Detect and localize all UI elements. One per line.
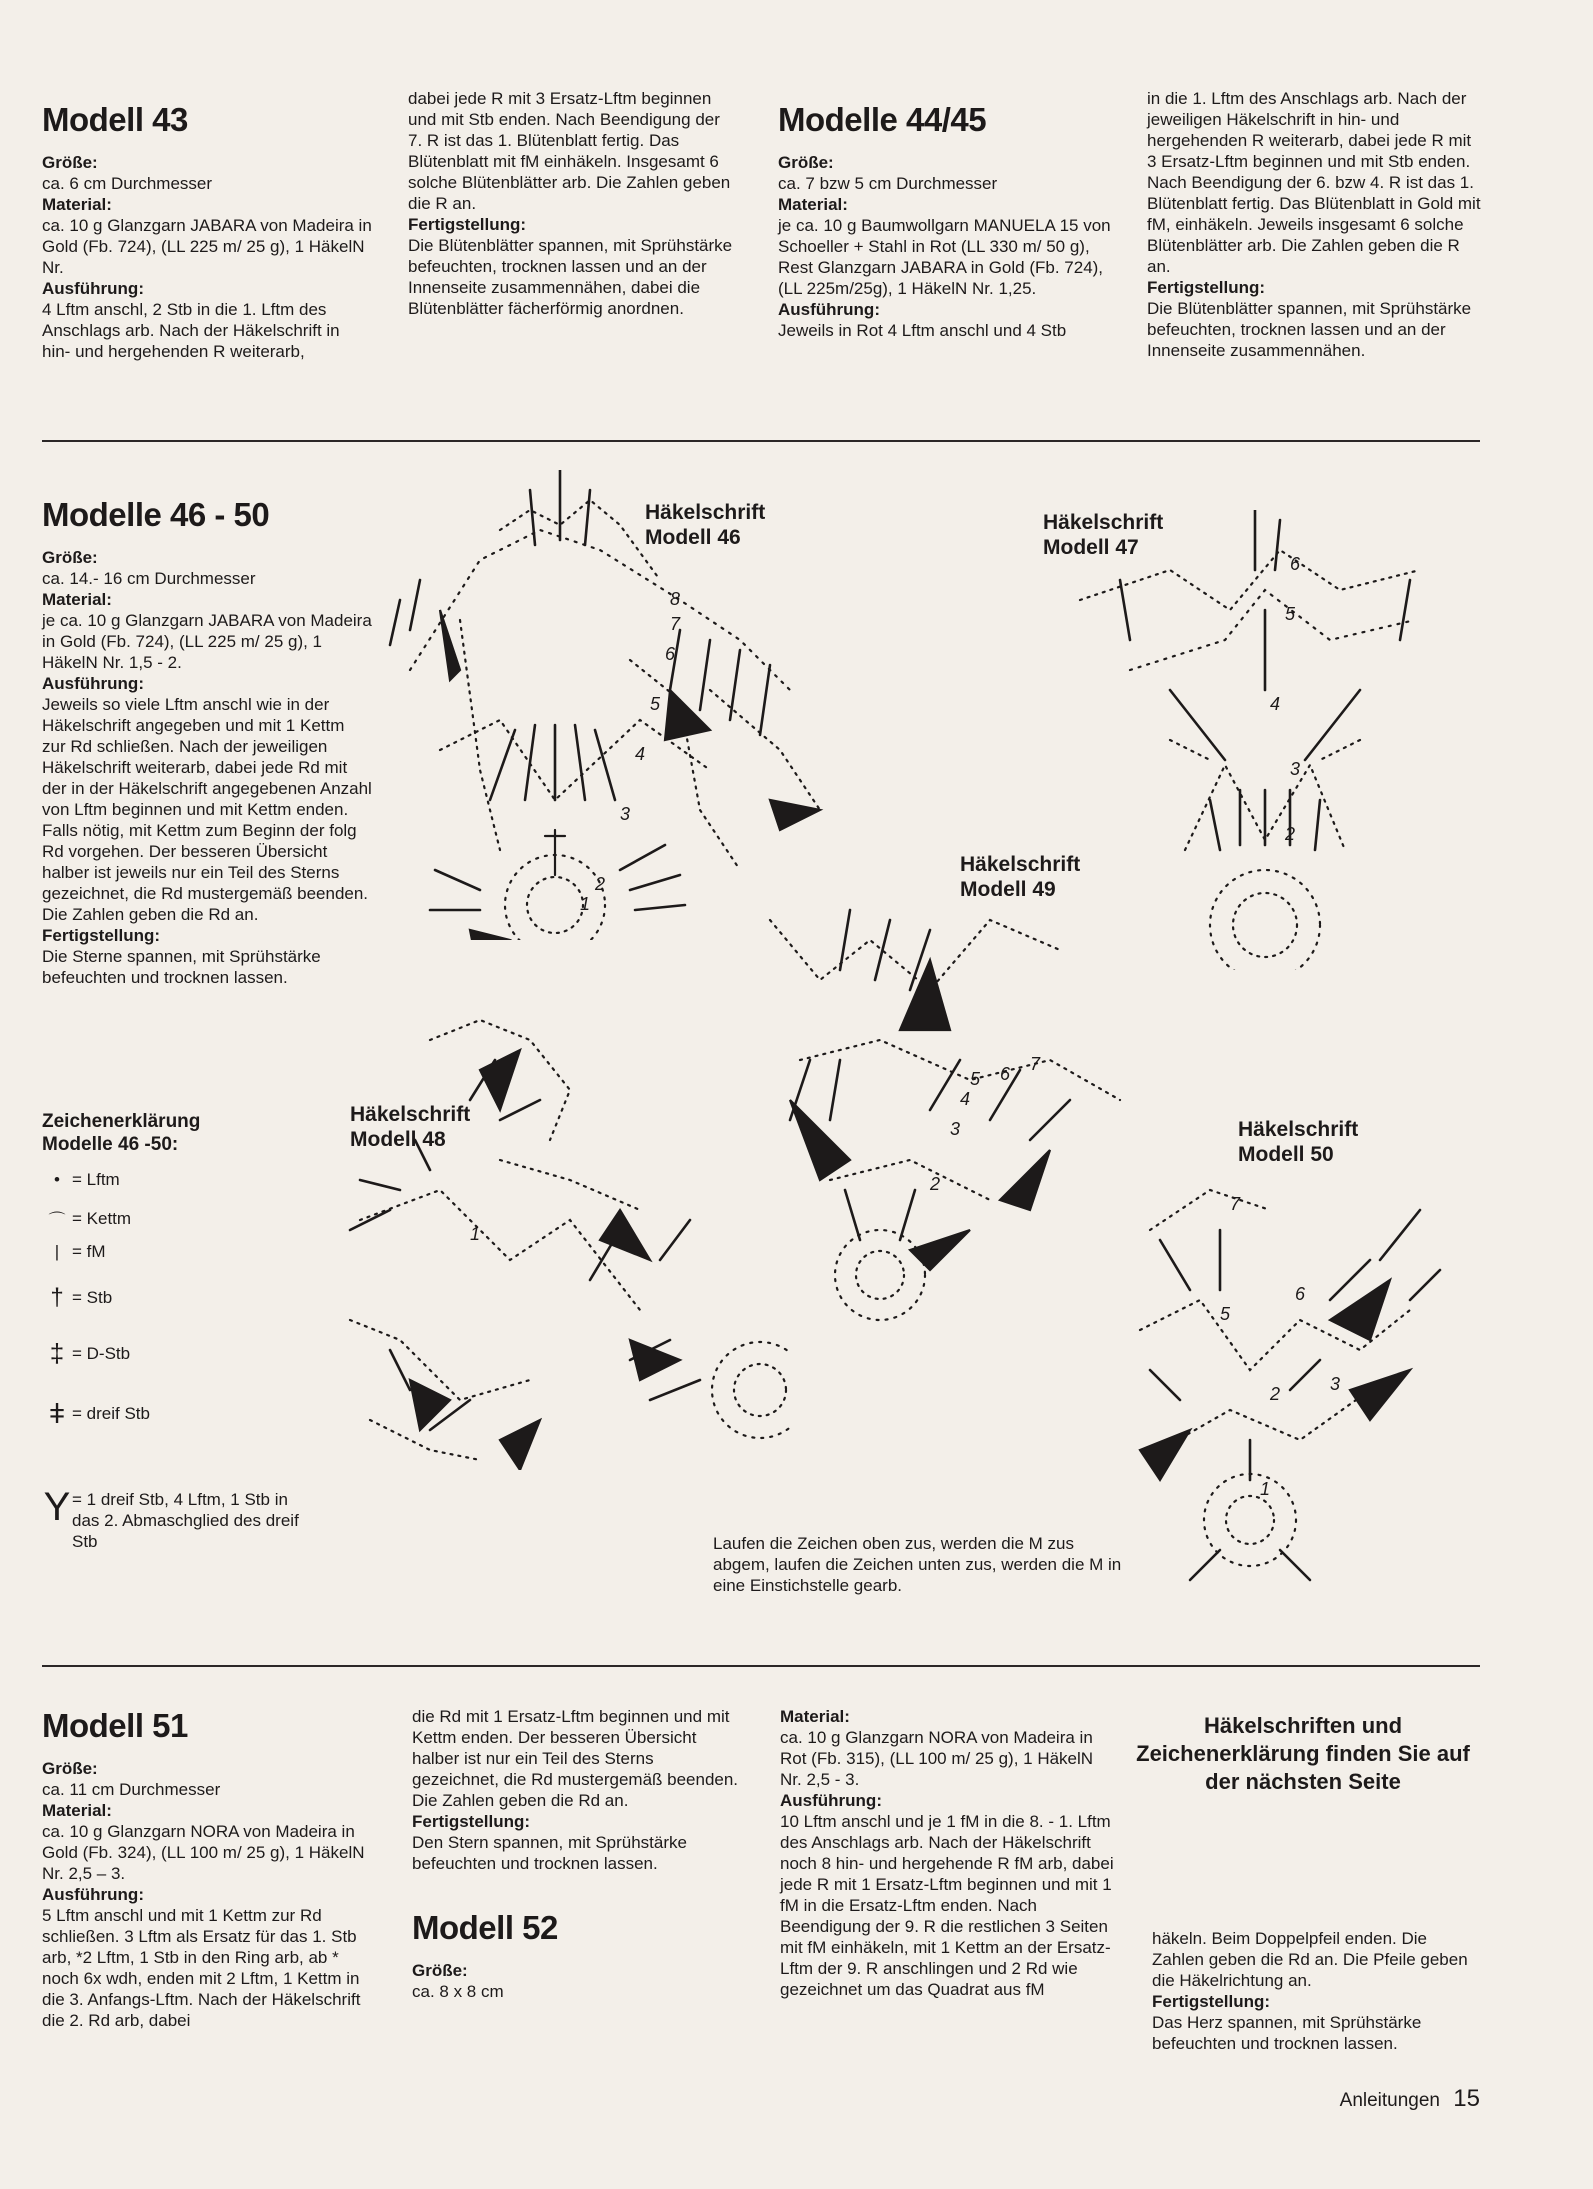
- material-label: Material:: [42, 590, 112, 609]
- fertig-text: Das Herz spannen, mit Sprühstärke befeuchten und trocknen lassen.: [1152, 2013, 1422, 2053]
- svg-text:2: 2: [595, 874, 606, 894]
- groesse-text: ca. 6 cm Durchmesser: [42, 174, 213, 193]
- svg-text:3: 3: [1290, 759, 1301, 779]
- ausfuehrung-label: Ausführung:: [42, 279, 144, 298]
- material-text: ca. 10 g Glanzgarn NORA von Madeira in Gold (Fb. 324), (LL 100 m/ 25 g), 1 HäkelN Nr. 2,5 – 3.: [42, 1822, 365, 1883]
- ausfuehrung-text: 5 Lftm anschl und mit 1 Kettm zur Rd schließen. 3 Lftm als Ersatz für das 1. Stb arb, *2 Lftm, 1 Stb in den Ring arb, ab * noch 6x wdh, enden mit 2 Lftm, 1 Kettm in die 3. Anfangs-Lftm. Nach der Häkelschrift die 2. Rd arb, dabei: [42, 1906, 361, 2030]
- material-text: je ca. 10 g Baumwollgarn MANUELA 15 von Schoeller + Stahl in Rot (LL 330 m/ 50 g), Rest Glanzgarn JABARA in Gold (Fb. 724), (LL 225m/25g), 1 HäkelN Nr. 1,25.: [778, 216, 1111, 298]
- svg-text:4: 4: [960, 1089, 971, 1109]
- fertig-label: Fertigstellung:: [1152, 1992, 1271, 2011]
- ausfuehrung-label: Ausführung:: [780, 1791, 882, 1810]
- triple-crochet-icon: ǂ: [48, 1398, 66, 1429]
- legend-title: [42, 1110, 262, 1156]
- fertig-label: Fertigstellung:: [408, 215, 527, 234]
- modell-43-column: [42, 100, 372, 362]
- material-label: Material:: [778, 195, 848, 214]
- svg-text:3: 3: [620, 804, 631, 824]
- ausfuehrung-label: Ausführung:: [42, 674, 144, 693]
- legend-text: = 1 dreif Stb, 4 Lftm, 1 Stb in das 2. Abmaschglied des dreif Stb: [72, 1490, 299, 1551]
- modell-51-cont-column: [412, 1706, 742, 2002]
- modell-51-cont-text: die Rd mit 1 Ersatz-Lftm beginnen und mit Kettm enden. Der besseren Übersicht halber ist nur ein Teil des Sterns gezeichnet, die Rd mustergemäß beenden. Die Zahlen geben die Rd an.: [412, 1707, 739, 1810]
- diagram-label-line1: Häkelschrift: [1238, 1118, 1359, 1141]
- svg-text:5: 5: [970, 1069, 981, 1089]
- ausfuehrung-text: Jeweils so viele Lftm anschl wie in der Häkelschrift angegeben und mit 1 Kettm zur Rd schließen. Nach der jeweiligen Häkelschrift weiterarb, dabei jede Rd mit der in der Häkelschrift angegebenen Anzahl von Lftm beginnen und mit Kettm enden. Falls nötig, mit Kettm zum Beginn der folg Rd vorgehen. Der besseren Übersicht halber ist jeweils nur ein Teil des Sterns gezeichnet, die Rd mustergemäß beenden. Die Zahlen geben die Rd an.: [42, 695, 372, 924]
- svg-text:1: 1: [470, 1224, 481, 1244]
- modell-52-title: Modell 52: [412, 1909, 558, 1946]
- svg-text:6: 6: [1290, 554, 1301, 574]
- svg-text:2: 2: [1270, 1384, 1281, 1404]
- modell-4445-cont-column: [1147, 88, 1482, 361]
- material-label: Material:: [780, 1707, 850, 1726]
- legend-text: = Kettm: [72, 1208, 132, 1228]
- fertig-text: Die Blütenblätter spannen, mit Sprühstärke befeuchten, trocknen lassen und an der Innenseite zusammennähen, dabei die Blütenblätter fächerförmig anordnen.: [408, 236, 733, 318]
- crochet-chart-48: [320, 980, 790, 1470]
- ausfuehrung-text: 4 Lftm anschl, 2 Stb in die 1. Lftm des Anschlags arb. Nach der Häkelschrift in hin- und hergehenden R weiterarb,: [42, 300, 340, 361]
- crochet-chart-50: [1120, 1150, 1460, 1620]
- svg-text:3: 3: [1330, 1374, 1341, 1394]
- page-number: 15: [1453, 2085, 1480, 2112]
- section-divider-bottom: [42, 1665, 1480, 1667]
- fertig-label: Fertigstellung:: [42, 926, 161, 945]
- groesse-text: ca. 8 x 8 cm: [412, 1982, 504, 2001]
- groesse-text: ca. 11 cm Durchmesser: [42, 1780, 221, 1799]
- legend-item-lftm: [42, 1170, 120, 1190]
- modelle-4650-title: Modelle 46 - 50: [42, 496, 270, 533]
- svg-text:5: 5: [1285, 604, 1296, 624]
- svg-text:5: 5: [650, 694, 661, 714]
- material-label: Material:: [42, 1801, 112, 1820]
- y-stitch-icon: Y: [43, 1485, 71, 1529]
- diagram-label-line1: Häkelschrift: [1043, 511, 1164, 534]
- legend-title-line2: Modelle 46 -50:: [42, 1134, 179, 1155]
- svg-text:4: 4: [1270, 694, 1281, 714]
- modell-4445-cont-text: in die 1. Lftm des Anschlags arb. Nach der jeweiligen Häkelschrift in hin- und hergehenden R weiterarb, dabei jede R mit 3 Ersatz-Lftm beginnen und mit Stb enden. Nach Beendigung der 6. bzw 4. R ist das 1. Blütenblatt fertig. Das Blütenblatt in Gold mit fM, einhäkeln. Jeweils insgesamt 6 solche Blütenblätter arb. Die Zahlen geben die R an.: [1147, 89, 1481, 276]
- legend-text: = dreif Stb: [72, 1404, 150, 1423]
- next-page-note: Häkelschriften und Zeichenerklärung finden Sie auf der nächsten Seite: [1136, 1713, 1470, 1794]
- legend-item-dstb: [42, 1338, 130, 1369]
- slip-stitch-icon: ⌒: [48, 1211, 66, 1230]
- fertig-text: Die Sterne spannen, mit Sprühstärke befeuchten und trocknen lassen.: [42, 947, 321, 987]
- fertig-text: Den Stern spannen, mit Sprühstärke befeuchten und trocknen lassen.: [412, 1833, 687, 1873]
- diagram-label-line2: Modell 50: [1238, 1143, 1334, 1166]
- material-text: ca. 10 g Glanzgarn JABARA von Madeira in Gold (Fb. 724), (LL 225 m/ 25 g), 1 HäkelN Nr.: [42, 216, 372, 277]
- ausfuehrung-label: Ausführung:: [42, 1885, 144, 1904]
- svg-text:6: 6: [1295, 1284, 1306, 1304]
- diagram-label-line1: Häkelschrift: [960, 853, 1081, 876]
- diagram-label-line2: Modell 49: [960, 878, 1056, 901]
- groesse-text: ca. 7 bzw 5 cm Durchmesser: [778, 174, 998, 193]
- modell-4445-column: [778, 100, 1118, 341]
- material-label: Material:: [42, 195, 112, 214]
- material-text: ca. 10 g Glanzgarn NORA von Madeira in Rot (Fb. 315), (LL 100 m/ 25 g), 1 HäkelN Nr. 2,5 - 3.: [780, 1728, 1094, 1789]
- diagram-label-line2: Modell 47: [1043, 536, 1139, 559]
- legend-item-dreif-stb: [42, 1398, 150, 1430]
- svg-text:3: 3: [950, 1119, 961, 1139]
- svg-text:7: 7: [670, 614, 681, 634]
- groesse-label: Größe:: [412, 1961, 468, 1980]
- fertig-text: Die Blütenblätter spannen, mit Sprühstärke befeuchten, trocknen lassen und an der Innenseite zusammennähen.: [1147, 299, 1472, 360]
- fertig-label: Fertigstellung:: [1147, 278, 1266, 297]
- svg-text:8: 8: [670, 589, 681, 609]
- diagram-label-line2: Modell 46: [645, 526, 741, 549]
- page-footer: [1340, 2085, 1480, 2113]
- modell-43-cont-text: dabei jede R mit 3 Ersatz-Lftm beginnen und mit Stb enden. Nach Beendigung der 7. R ist das 1. Blütenblatt fertig. Das Blütenblatt mit fM einhäkeln. Insgesamt 6 solche Blütenblätter arb. Die Zahlen geben die R an.: [408, 89, 731, 213]
- svg-text:6: 6: [1000, 1064, 1011, 1084]
- svg-text:5: 5: [1220, 1304, 1231, 1324]
- modell-51-column: [42, 1706, 372, 2031]
- modell-52-column: [780, 1706, 1115, 2000]
- modell-4445-title: Modelle 44/45: [778, 101, 987, 138]
- diagram-label-line1: Häkelschrift: [645, 501, 766, 524]
- svg-text:2: 2: [930, 1174, 941, 1194]
- diagram-note: Laufen die Zeichen oben zus, werden die M zus abgem, laufen die Zeichen unten zus, werden die M in eine Einstichstelle gearb.: [713, 1534, 1122, 1595]
- legend-text: = Stb: [72, 1288, 113, 1307]
- material-text: je ca. 10 g Glanzgarn JABARA von Madeira in Gold (Fb. 724), (LL 225 m/ 25 g), 1 HäkelN Nr. 1,5 - 2.: [42, 611, 372, 672]
- groesse-text: ca. 14.- 16 cm Durchmesser: [42, 569, 256, 588]
- section-divider-top: [42, 440, 1480, 442]
- ausfuehrung-label: Ausführung:: [778, 300, 880, 319]
- svg-text:4: 4: [635, 744, 646, 764]
- modell-51-title: Modell 51: [42, 1707, 188, 1744]
- groesse-label: Größe:: [778, 153, 834, 172]
- groesse-label: Größe:: [42, 548, 98, 567]
- modell-43-title: Modell 43: [42, 101, 188, 138]
- legend-item-stb: [42, 1284, 112, 1312]
- legend-item-fm: [42, 1242, 106, 1262]
- ausfuehrung-text: Jeweils in Rot 4 Lftm anschl und 4 Stb: [778, 321, 1067, 340]
- fertig-label: Fertigstellung:: [412, 1812, 531, 1831]
- modell-43-cont-column: [408, 88, 738, 319]
- legend-item-kettm: [42, 1206, 131, 1231]
- legend-item-y-stitch: [42, 1487, 312, 1552]
- modell-52-cont-text: häkeln. Beim Doppelpfeil enden. Die Zahlen geben die Rd an. Die Pfeile geben die Häkelrichtung an.: [1152, 1929, 1468, 1990]
- legend-title-line1: Zeichenerklärung: [42, 1111, 201, 1132]
- modell-52-cont-column: [1152, 1928, 1482, 2054]
- ausfuehrung-text: 10 Lftm anschl und je 1 fM in die 8. - 1. Lftm des Anschlags arb. Nach der Häkelschrift noch 8 hin- und hergehende R fM arb, dabei jede R mit 1 Ersatz-Lftm beginnen und mit 1 fM in die Ersatz-Lftm enden. Nach Beendigung der 9. R die restlichen 3 Seiten mit fM einhäkeln, mit 1 Kettm an der Ersatz-Lftm der 9. R anschlingen und 2 Rd wie gezeichnet um das Quadrat aus fM: [780, 1812, 1114, 1999]
- groesse-label: Größe:: [42, 1759, 98, 1778]
- svg-text:6: 6: [665, 644, 676, 664]
- legend-text: = Lftm: [72, 1170, 120, 1189]
- double-crochet-icon: †: [50, 1284, 64, 1311]
- footer-section: Anleitungen: [1339, 2090, 1441, 2111]
- legend-text: = D-Stb: [72, 1343, 131, 1363]
- diagram-label-line2: Modell 48: [350, 1128, 446, 1151]
- single-crochet-icon: |: [54, 1242, 60, 1261]
- treble-crochet-icon: ‡: [49, 1338, 65, 1368]
- svg-text:1: 1: [1260, 1479, 1271, 1499]
- modelle-4650-column: [42, 495, 372, 988]
- svg-text:7: 7: [1030, 1054, 1041, 1074]
- svg-text:1: 1: [580, 894, 591, 914]
- groesse-label: Größe:: [42, 153, 98, 172]
- diagram-label-line1: Häkelschrift: [350, 1103, 471, 1126]
- svg-text:2: 2: [1285, 824, 1296, 844]
- svg-text:7: 7: [1230, 1194, 1241, 1214]
- crochet-chart-49: [730, 860, 1150, 1330]
- chain-stitch-icon: •: [54, 1170, 60, 1189]
- legend-text: = fM: [72, 1242, 106, 1261]
